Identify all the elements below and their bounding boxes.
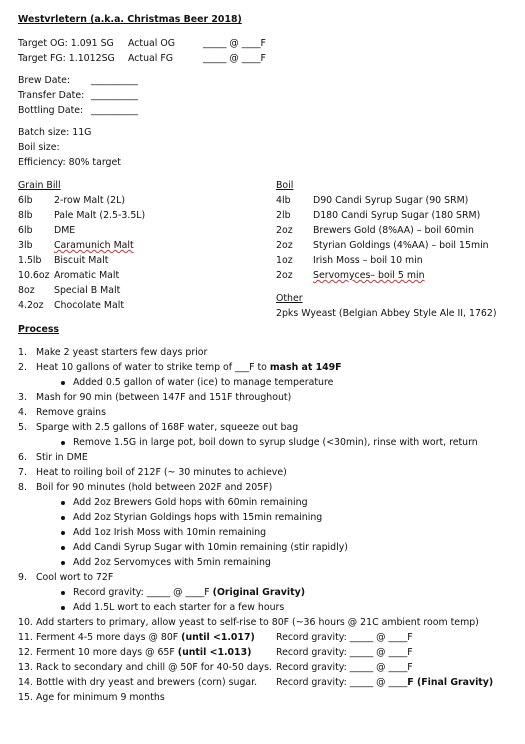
step-text: Age for minimum 9 months: [36, 692, 165, 703]
bullet: [61, 501, 65, 505]
grain-qty: 6lb: [18, 225, 33, 236]
step-number: 14.: [18, 677, 33, 688]
step-number: 3.: [18, 392, 27, 403]
bullet: [61, 591, 65, 595]
batch-size: Batch size: 11G: [18, 127, 92, 138]
sub-step-text: Add 2oz Brewers Gold hops with 60min remaining: [73, 497, 308, 508]
bottling-date-blank: __________: [91, 105, 138, 116]
gravity-threshold: (until <1.017): [181, 632, 255, 643]
grain-name: DME: [54, 225, 76, 236]
step-text: Make 2 yeast starters few days prior: [36, 347, 208, 358]
sub-step-text: Remove 1.5G in large pot, boil down to syrup sludge (<30min), rinse with wort, return: [73, 437, 478, 448]
step-text: Rack to secondary and chill @ 50F for 40-50 days.: [36, 662, 272, 673]
sub-step-text: Add 1.5L wort to each starter for a few hours: [73, 602, 285, 613]
grain-qty: 4.2oz: [18, 300, 44, 311]
boil-qty: 4lb: [276, 195, 291, 206]
step-text: [36, 362, 342, 374]
step-text: Bottle with dry yeast and brewers (corn) sugar.: [36, 677, 258, 688]
record-gravity: [276, 677, 493, 689]
boil-qty: 1oz: [276, 255, 293, 266]
grain-qty: 6lb: [18, 195, 33, 206]
step-number: 6.: [18, 452, 27, 463]
boil-heading: Boil: [276, 180, 294, 191]
actual-fg-label: Actual FG: [128, 53, 174, 64]
grain-name: Special B Malt: [54, 285, 121, 296]
step-number: 11.: [18, 632, 33, 643]
step-number: 2.: [18, 362, 27, 373]
record-gravity: Record gravity: _____ @ ____F: [276, 632, 413, 643]
grain-qty: 10.6oz: [18, 270, 50, 281]
transfer-date-label: Transfer Date:: [18, 90, 85, 101]
actual-og-blank: _____ @ ____F: [203, 38, 266, 49]
step-text: Boil for 90 minutes (hold between 202F and 205F): [36, 482, 273, 493]
grain-name: Chocolate Malt: [54, 300, 125, 311]
grain-name: Aromatic Malt: [54, 270, 120, 281]
actual-fg-blank: _____ @ ____F: [203, 53, 266, 64]
record-gravity: Record gravity: _____ @ ____F: [276, 647, 413, 658]
boil-qty: 2oz: [276, 270, 293, 281]
step-text-part: Heat 10 gallons of water to strike temp of ___F to: [36, 362, 270, 373]
boil-name: [313, 270, 425, 282]
process-heading: Process: [18, 324, 60, 335]
boil-name: Irish Moss – boil 10 min: [313, 255, 423, 266]
boil-size: Boil size:: [18, 142, 60, 153]
step-text: Cool wort to 72F: [36, 572, 114, 583]
mash-temp: mash at 149F: [269, 362, 342, 373]
bullet: [61, 381, 65, 385]
step-text: Heat to roiling boil of 212F (~ 30 minutes to achieve): [36, 467, 287, 478]
target-og: Target OG: 1.091 SG: [18, 38, 114, 49]
step-text: [36, 632, 255, 644]
bullet: [61, 531, 65, 535]
record-gravity-part: Record gravity: _____ @ ____: [276, 677, 408, 688]
boil-name-text: Servomyces– boil 5 min: [313, 270, 425, 281]
gravity-threshold: (until <1.013): [177, 647, 252, 658]
bullet: [61, 606, 65, 610]
step-text: Add starters to primary, allow yeast to self-rise to 80F (~36 hours @ 21C ambient room temp): [36, 617, 479, 628]
step-text: [36, 647, 251, 659]
yeast-line: 2pks Wyeast (Belgian Abbey Style Ale II, 1762): [276, 308, 497, 319]
grain-qty: 8oz: [18, 285, 35, 296]
brew-date-blank: __________: [91, 75, 138, 86]
step-number: 4.: [18, 407, 27, 418]
grain-name: Biscuit Malt: [54, 255, 109, 266]
step-number: 10.: [18, 617, 33, 628]
step-number: 13.: [18, 662, 33, 673]
grain-name: 2-row Malt (2L): [54, 195, 125, 206]
step-text: Remove grains: [36, 407, 107, 418]
efficiency: Efficiency: 80% target: [18, 157, 121, 168]
sub-step-text: Add 2oz Styrian Goldings hops with 15min remaining: [73, 512, 323, 523]
grain-bill-heading: Grain Bill: [18, 180, 61, 191]
step-text-part: Ferment 4-5 more days @ 80F: [36, 632, 182, 643]
grain-name: [54, 240, 134, 252]
step-text: Stir in DME: [36, 452, 88, 463]
boil-name: D180 Candi Syrup Sugar (180 SRM): [313, 210, 481, 221]
actual-og-label: Actual OG: [128, 38, 175, 49]
bottling-date-label: Bottling Date:: [18, 105, 84, 116]
bullet: [61, 516, 65, 520]
boil-name: D90 Candi Syrup Sugar (90 SRM): [313, 195, 469, 206]
step-number: 8.: [18, 482, 27, 493]
grain-name-text: Caramunich Malt: [54, 240, 134, 251]
target-fg: Target FG: 1.1012SG: [18, 53, 115, 64]
sub-step-text: [73, 587, 305, 599]
boil-qty: 2lb: [276, 210, 291, 221]
step-text-part: Ferment 10 more days @ 65F: [36, 647, 178, 658]
final-gravity-label: F (Final Gravity): [407, 677, 494, 688]
record-gravity: Record gravity: _____ @ ____F: [276, 662, 413, 673]
other-heading: Other: [276, 293, 303, 304]
grain-qty: 8lb: [18, 210, 33, 221]
step-text: Sparge with 2.5 gallons of 168F water, squeeze out bag: [36, 422, 299, 433]
sub-step-text: Add 2oz Servomyces with 5min remaining: [73, 557, 271, 568]
recipe-title: Westvrletern (a.k.a. Christmas Beer 2018): [18, 14, 242, 25]
brew-date-label: Brew Date:: [18, 75, 71, 86]
step-number: 15.: [18, 692, 33, 703]
sub-step-text: Add Candi Syrup Sugar with 10min remaining (stir rapidly): [73, 542, 348, 553]
original-gravity-label: (Original Gravity): [212, 587, 305, 598]
bullet: [61, 561, 65, 565]
boil-name: Styrian Goldings (4%AA) – boil 15min: [313, 240, 489, 251]
step-number: 9.: [18, 572, 27, 583]
boil-qty: 2oz: [276, 225, 293, 236]
boil-name: Brewers Gold (8%AA) – boil 60min: [313, 225, 474, 236]
sub-step-text: Added 0.5 gallon of water (ice) to manage temperature: [73, 377, 334, 388]
grain-qty: 3lb: [18, 240, 33, 251]
step-number: 1.: [18, 347, 27, 358]
step-number: 7.: [18, 467, 27, 478]
grain-name: Pale Malt (2.5-3.5L): [54, 210, 146, 221]
bullet: [61, 546, 65, 550]
transfer-date-blank: __________: [91, 90, 138, 101]
sub-step-part: Record gravity: _____ @ ____F: [73, 587, 213, 598]
boil-qty: 2oz: [276, 240, 293, 251]
step-number: 5.: [18, 422, 27, 433]
bullet: [61, 441, 65, 445]
step-number: 12.: [18, 647, 33, 658]
grain-qty: 1.5lb: [18, 255, 42, 266]
step-text: Mash for 90 min (between 147F and 151F throughout): [36, 392, 292, 403]
sub-step-text: Add 1oz Irish Moss with 10min remaining: [73, 527, 267, 538]
